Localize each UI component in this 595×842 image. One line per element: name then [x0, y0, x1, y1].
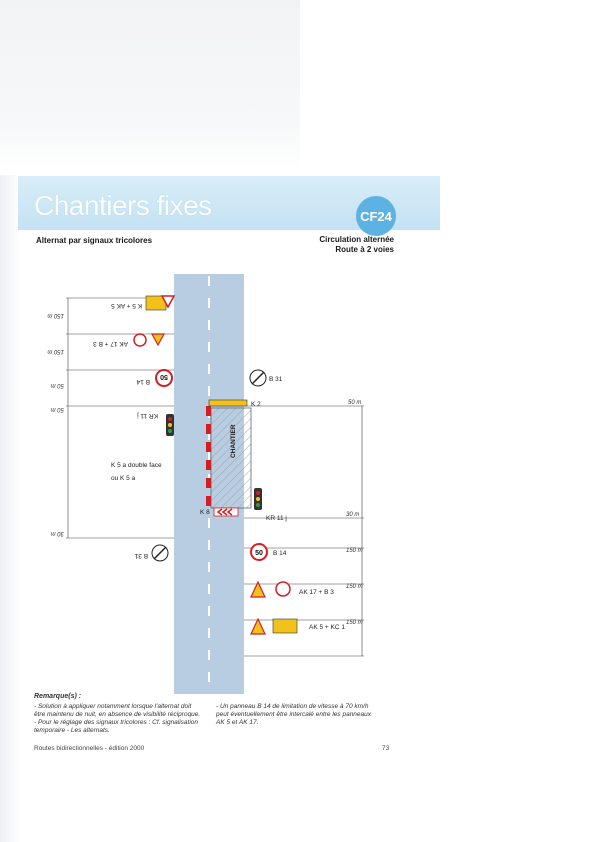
right-distance-2: 30 m [346, 512, 360, 518]
remark-right-line2: peut éventuellement être intercalé entre les panneaux [216, 711, 372, 718]
remark-left-line4: temporaire - Les alternats. [34, 727, 110, 734]
right-label-kr11j: KR 11 j [266, 515, 287, 522]
remarks-left-column [34, 703, 209, 735]
section-badge: CF24 [356, 196, 396, 236]
left-distance-4: 50 m [50, 406, 64, 412]
footer-text: Routes bidirectionnelles - édition 2000 [34, 745, 145, 752]
remarks-title: Remarque(s) : [34, 693, 82, 700]
b14-sign-left [156, 370, 172, 386]
b31-sign-left [152, 545, 168, 561]
left-label-b14: B 14 [136, 378, 150, 385]
b31-sign-right [250, 370, 266, 386]
k2-barrier [209, 400, 247, 406]
remark-left-line1: - Solution à appliquer notamment lorsque l'alternat doit [34, 703, 192, 710]
right-distance-1: 50 m [348, 400, 362, 406]
right-label-b14: B 14 [273, 550, 287, 557]
remark-right-line3: AK 5 et AK 17. [216, 719, 259, 726]
ak17-b3-sign-group [134, 334, 164, 346]
left-distance-1: 150 m [47, 312, 64, 318]
page-number: 73 [382, 745, 390, 752]
signage-diagram [18, 176, 440, 696]
k5-ak5-sign-group [146, 296, 174, 310]
b14-sign-right [251, 544, 267, 560]
subtitle-right-line1: Circulation alternée [319, 235, 394, 244]
remark-left-line3: - Pour le réglage des signaux tricolores : Cf. signalisation [34, 719, 199, 726]
subtitle-right-line2: Route à 2 voies [335, 245, 394, 254]
remarks-right-column [216, 703, 391, 727]
left-label-kr11j: KR 11 j [137, 412, 158, 419]
right-label-k8: K 8 [200, 509, 210, 516]
k5-note-line2: ou K 5 a [111, 475, 136, 482]
left-distance-3: 50 m [50, 382, 64, 388]
remark-left-line2: être maintenu de nuit, en absence de visibilité réciproque. [34, 711, 201, 718]
k8-chevron-board [214, 508, 238, 516]
traffic-light-right [254, 488, 262, 510]
chantier-label: CHANTIER [230, 424, 237, 458]
left-label-b31: B 31 [134, 552, 148, 559]
right-reference-lines [244, 406, 364, 656]
b14-right-value: 50 [255, 550, 263, 557]
page-title: Chantiers fixes [34, 190, 212, 221]
k5-note-line1: K 5 a double face [111, 462, 162, 469]
right-distance-5: 150 m [346, 620, 363, 626]
left-label-k5-ak5: K 5 + AK 5 [111, 302, 142, 309]
right-label-k2: K 2 [251, 401, 261, 408]
subtitle-left: Alternat par signaux tricolores [36, 236, 153, 245]
left-distance-5: 30 m [50, 530, 64, 536]
right-distance-3: 150 m [346, 548, 363, 554]
remark-right-line1: - Un panneau B 14 de limitation de vitesse à 70 km/h [216, 703, 369, 710]
right-distance-4: 150 m [346, 584, 363, 590]
left-distance-2: 150 m [47, 348, 64, 354]
scan-top-band [0, 0, 300, 175]
b14-left-value: 50 [160, 373, 168, 380]
right-label-ak5-kc1: AK 5 + KC 1 [309, 624, 345, 631]
left-label-ak17-b3: AK 17 + B 3 [93, 340, 128, 347]
remarks-block [34, 693, 414, 734]
document-page [18, 176, 440, 756]
ak5-kc1-sign-right [251, 619, 297, 634]
right-label-ak17-b3: AK 17 + B 3 [299, 589, 334, 596]
traffic-light-left [166, 414, 174, 436]
right-label-b31: B 31 [269, 376, 283, 383]
